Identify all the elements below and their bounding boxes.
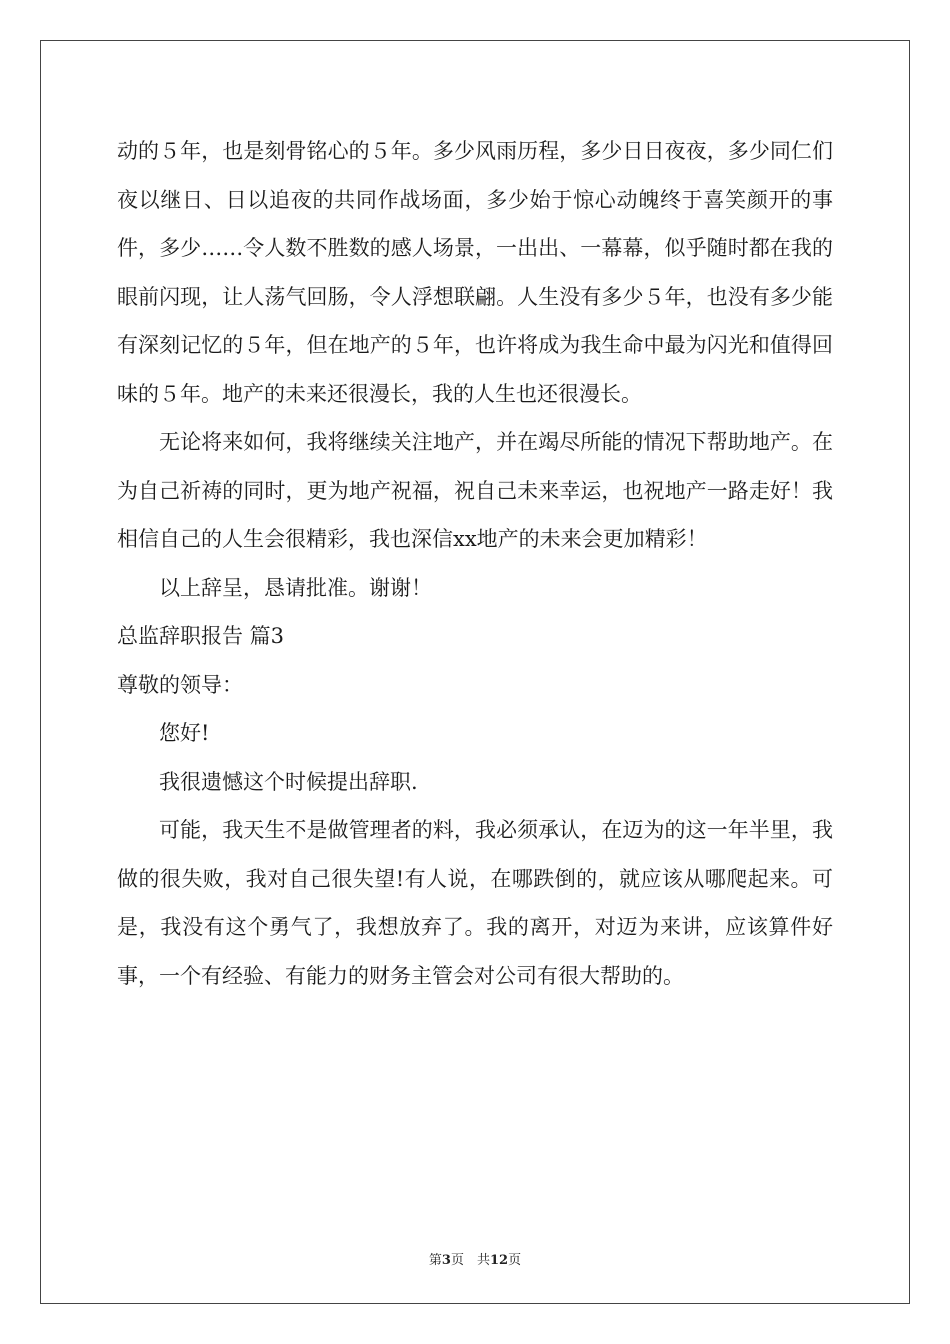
paragraph-continuation: 动的５年，也是刻骨铭心的５年。多少风雨历程，多少日日夜夜，多少同仁们夜以继日、日以追夜的共同作战场面，多少始于惊心动魄终于喜笑颜开的事件，多少……令人数不胜数的感人场景，一出出、一幕幕，似乎随时都在我的眼前闪现，让人荡气回肠，令人浮想联翩。人生没有多少５年，也没有多少能有深刻记忆的５年，但在地产的５年，也许将成为我生命中最为闪光和值得回味的５年。地产的未来还很漫长，我的人生也还很漫长。 [117, 139, 833, 406]
paragraph-reason: 可能，我天生不是做管理者的料，我必须承认，在迈为的这一年半里，我做的很失败，我对自己很失望!有人说，在哪跌倒的，就应该从哪爬起来。可是，我没有这个勇气了，我想放弃了。我的离开，对迈为来讲，应该算件好事，一个有经验、有能力的财务主管会对公司有很大帮助的。 [117, 818, 833, 988]
greeting: 您好! [159, 721, 210, 745]
page-total: 12 [489, 1253, 509, 1268]
page-prefix: 第 [428, 1253, 442, 1268]
page-current: 3 [441, 1253, 451, 1268]
paragraph-closing: 以上辞呈，恳请批准。谢谢！ [159, 575, 432, 600]
paragraph-regret: 我很遗憾这个时候提出辞职. [159, 769, 418, 794]
page-footer [0, 1249, 950, 1268]
salutation: 尊敬的领导： [117, 672, 243, 697]
section-title: 总监辞职报告 篇3 [117, 624, 285, 648]
document-body [117, 127, 833, 1000]
page-suffix: 页 [508, 1253, 522, 1268]
paragraph-future: 无论将来如何，我将继续关注地产，并在竭尽所能的情况下帮助地产。在为自己祈祷的同时，更为地产祝福，祝自己未来幸运，也祝地产一路走好！我相信自己的人生会很精彩，我也深信xx地产的未来会更加精彩！ [117, 430, 833, 551]
page-mid: 页 共 [450, 1253, 490, 1268]
